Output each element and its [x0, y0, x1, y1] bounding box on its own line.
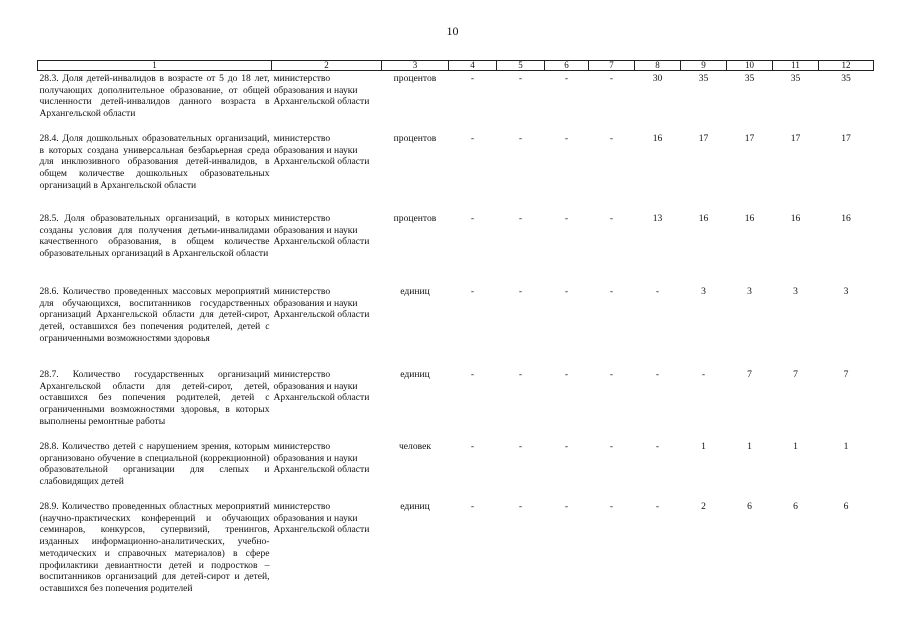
- column-number: 4: [449, 61, 497, 71]
- indicator-value: 1: [843, 441, 849, 452]
- unit-of-measure: единиц: [400, 286, 430, 297]
- indicator-value: -: [564, 441, 569, 452]
- indicator-value: 1: [793, 441, 798, 452]
- indicator-value: -: [518, 213, 523, 224]
- responsible-agency: министерство образования и науки Архангельской области: [273, 501, 370, 536]
- indicators-table: [37, 60, 874, 611]
- indicator-value: 35: [841, 73, 851, 84]
- table-row: [38, 131, 874, 211]
- responsible-agency: министерство образования и науки Архангельской области: [273, 369, 370, 404]
- indicator-value: -: [609, 213, 614, 224]
- indicator-value: 35: [698, 73, 709, 84]
- indicator-value: 3: [747, 286, 752, 297]
- table-row: [38, 499, 874, 611]
- indicator-value: 35: [790, 73, 801, 84]
- column-number: 8: [635, 61, 681, 71]
- indicator-value: 17: [744, 133, 755, 144]
- unit-of-measure: процентов: [393, 73, 437, 84]
- indicator-value: 7: [747, 369, 752, 380]
- indicator-value: -: [609, 133, 614, 144]
- indicator-value: -: [470, 501, 475, 512]
- indicator-value: -: [655, 501, 660, 512]
- indicator-value: -: [470, 133, 475, 144]
- indicator-value: 3: [701, 286, 706, 297]
- page-number: 10: [446, 24, 459, 38]
- indicator-value: -: [518, 286, 523, 297]
- indicator-text: 28.6. Количество проведенных массовых мероприятий для обучающихся, воспитанников государственных организаций Архангельской области для детей-сирот, детей, оставшихся без попечения родителей, детей с ограниченными возможностями здоровья: [39, 286, 270, 344]
- indicator-value: 16: [790, 213, 801, 224]
- indicator-value: -: [470, 213, 475, 224]
- indicator-value: 17: [790, 133, 801, 144]
- indicator-text: 28.5. Доля образовательных организаций, в которых созданы условия для получения детьми-инвалидами качественного образования, в общем количестве образовательных организаций в Архангельской области: [39, 213, 270, 260]
- column-number-row: [38, 61, 874, 71]
- table-row: [38, 367, 874, 439]
- indicator-value: -: [470, 73, 475, 84]
- column-number: 3: [382, 61, 449, 71]
- table-row: [38, 211, 874, 284]
- column-number: 9: [681, 61, 727, 71]
- indicator-value: 6: [793, 501, 798, 512]
- indicator-value: 3: [843, 286, 849, 297]
- unit-of-measure: человек: [398, 441, 432, 452]
- indicator-text: 28.9. Количество проведенных областных мероприятий (научно-практических конференций и обучающих семинаров, конкурсов, супервизий, тренингов, изданных информационно-аналитических, учебно-методических и справочных материалов) в сфере профилактики девиантности детей и подростков – воспитанников организаций для детей-сирот и детей, оставшихся без попечения родителей: [39, 501, 270, 594]
- indicator-value: 16: [698, 213, 709, 224]
- indicator-value: -: [564, 73, 569, 84]
- indicator-value: 35: [744, 73, 755, 84]
- indicator-value: 17: [698, 133, 709, 144]
- indicator-value: -: [470, 369, 475, 380]
- indicator-value: -: [518, 133, 523, 144]
- table-row: [38, 284, 874, 367]
- unit-of-measure: единиц: [400, 369, 430, 380]
- indicator-value: -: [609, 73, 614, 84]
- indicator-value: 6: [843, 501, 849, 512]
- indicator-value: -: [701, 369, 706, 380]
- column-number: 7: [589, 61, 635, 71]
- indicator-value: 7: [793, 369, 798, 380]
- responsible-agency: министерство образования и науки Архангельской области: [273, 441, 370, 476]
- column-number: 11: [773, 61, 819, 71]
- indicator-value: 16: [652, 133, 663, 144]
- indicator-value: 1: [701, 441, 706, 452]
- indicator-value: -: [655, 441, 660, 452]
- indicator-value: -: [564, 369, 569, 380]
- indicator-value: 3: [793, 286, 798, 297]
- indicator-text: 28.3. Доля детей-инвалидов в возрасте от 5 до 18 лет, получающих дополнительное образование, от общей численности детей-инвалидов данного возраста в Архангельской области: [39, 73, 270, 120]
- indicator-value: -: [518, 441, 523, 452]
- indicator-value: 16: [841, 213, 851, 224]
- indicator-value: -: [470, 441, 475, 452]
- indicator-value: -: [518, 501, 523, 512]
- column-number: 1: [38, 61, 272, 71]
- indicator-value: 16: [744, 213, 755, 224]
- column-number: 6: [545, 61, 589, 71]
- column-number: 10: [727, 61, 773, 71]
- indicator-value: 7: [843, 369, 849, 380]
- responsible-agency: министерство образования и науки Архангельской области: [273, 213, 370, 248]
- indicator-text: 28.4. Доля дошкольных образовательных организаций, в которых создана универсальная безбарьерная среда для инклюзивного образования детей-инвалидов, в общем количестве дошкольных образовательных организаций в Архангельской области: [39, 133, 270, 191]
- responsible-agency: министерство образования и науки Архангельской области: [273, 73, 370, 108]
- indicator-value: -: [564, 133, 569, 144]
- responsible-agency: министерство образования и науки Архангельской области: [273, 286, 370, 321]
- indicator-value: -: [470, 286, 475, 297]
- indicator-text: 28.8. Количество детей с нарушением зрения, которым организовано обучение в специальной (коррекционной) образовательной организации для слепых и слабовидящих детей: [39, 441, 270, 488]
- indicator-value: 30: [652, 73, 663, 84]
- indicator-value: -: [609, 501, 614, 512]
- indicator-value: 17: [841, 133, 851, 144]
- table-row: [38, 71, 874, 132]
- indicator-value: -: [518, 73, 523, 84]
- column-number: 12: [819, 61, 874, 71]
- indicator-value: -: [655, 286, 660, 297]
- unit-of-measure: процентов: [393, 133, 437, 144]
- indicator-value: 6: [747, 501, 752, 512]
- indicator-value: -: [609, 286, 614, 297]
- indicator-value: 1: [747, 441, 752, 452]
- indicator-value: -: [564, 501, 569, 512]
- indicator-value: 2: [701, 501, 706, 512]
- indicator-value: -: [609, 369, 614, 380]
- table-row: [38, 439, 874, 499]
- indicator-value: -: [564, 213, 569, 224]
- column-number: 5: [497, 61, 545, 71]
- responsible-agency: министерство образования и науки Архангельской области: [273, 133, 370, 168]
- indicator-value: 13: [652, 213, 663, 224]
- column-number: 2: [272, 61, 382, 71]
- indicator-value: -: [564, 286, 569, 297]
- indicator-value: -: [518, 369, 523, 380]
- indicator-text: 28.7. Количество государственных организаций Архангельской области для детей-сирот, детей, оставшихся без попечения родителей, детей с ограниченными возможностями здоровья, в которых выполнены ремонтные работы: [39, 369, 270, 427]
- unit-of-measure: единиц: [400, 501, 430, 512]
- indicator-value: -: [609, 441, 614, 452]
- indicator-value: -: [655, 369, 660, 380]
- unit-of-measure: процентов: [393, 213, 437, 224]
